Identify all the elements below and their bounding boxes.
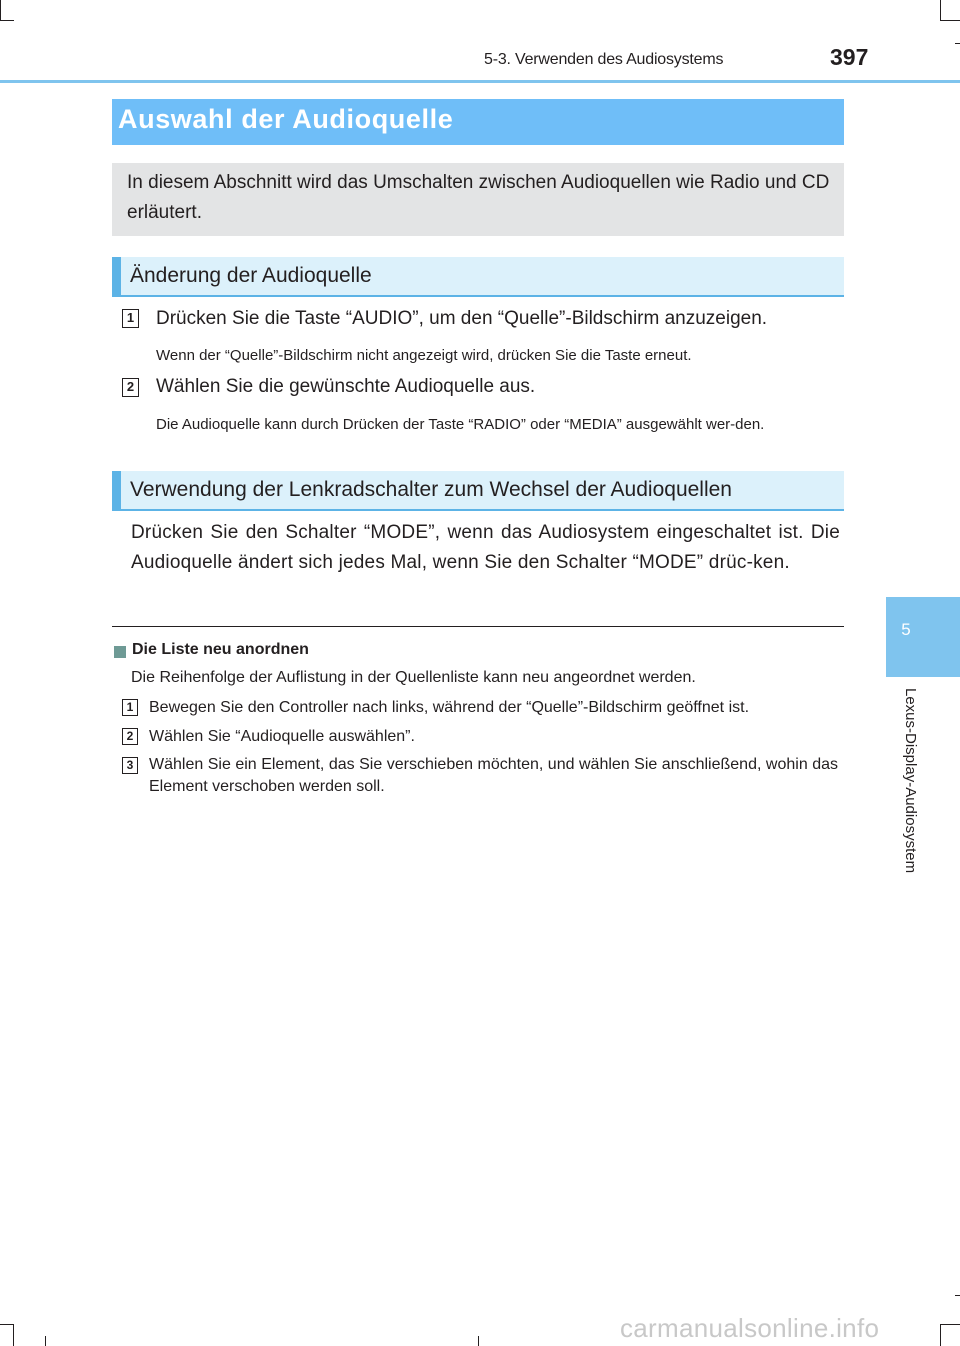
step-badge: 3 <box>122 757 138 774</box>
subheading-change-source: Änderung der Audioquelle <box>130 264 372 287</box>
header-rule <box>0 80 960 83</box>
chapter-number: 5 <box>901 620 911 639</box>
crop-mark <box>940 20 960 21</box>
crop-mark <box>955 43 960 44</box>
crop-mark <box>940 1324 960 1325</box>
step-badge: 2 <box>122 378 139 397</box>
step-badge: 1 <box>122 699 138 716</box>
running-head: 5-3. Verwenden des Audiosystems <box>484 51 724 68</box>
divider <box>112 626 844 627</box>
crop-mark <box>0 0 1 20</box>
intro-text: In diesem Abschnitt wird das Umschalten zwischen Audioquellen wie Radio und CD erläutert. <box>127 172 830 223</box>
step-note: Wenn der “Quelle”-Bildschirm nicht angezeigt wird, drücken Sie die Taste erneut. <box>156 347 692 364</box>
list-description: Die Reihenfolge der Auflistung in der Quellenliste kann neu angeordnet werden. <box>131 669 696 686</box>
step-badge: 1 <box>122 309 139 328</box>
subheading-steering-switch: Verwendung der Lenkradschalter zum Wechsel der Audioquellen <box>130 478 732 501</box>
chapter-title: Lexus-Display-Audiosystem <box>902 688 919 874</box>
watermark: carmanualsonline.info <box>620 1313 880 1343</box>
steering-switch-paragraph: Drücken Sie den Schalter “MODE”, wenn das Audiosystem eingeschaltet ist. Die Audioquelle ändert sich jedes Mal, wenn Sie den Schalter “MODE” drüc-ken. <box>131 522 840 573</box>
reorder-step: Bewegen Sie den Controller nach links, während der “Quelle”-Bildschirm geöffnet ist. <box>149 699 750 716</box>
step-badge: 2 <box>122 728 138 745</box>
crop-mark <box>940 0 941 20</box>
crop-mark <box>940 1324 941 1346</box>
step-note: Die Audioquelle kann durch Drücken der Taste “RADIO” oder “MEDIA” ausgewählt wer-den. <box>156 416 765 433</box>
page-number: 397 <box>830 44 869 70</box>
step-text: Wählen Sie die gewünschte Audioquelle aus. <box>156 376 536 397</box>
crop-mark <box>478 1336 479 1346</box>
reorder-step: Wählen Sie ein Element, das Sie verschieben möchten, und wählen Sie anschließend, wohin das Element verschoben werden soll. <box>149 756 838 795</box>
step-text: Drücken Sie die Taste “AUDIO”, um den “Quelle”-Bildschirm anzuzeigen. <box>156 308 768 329</box>
crop-mark <box>0 20 14 21</box>
subheading-accent <box>112 471 121 509</box>
crop-mark <box>0 1324 14 1325</box>
section-title: Auswahl der Audioquelle <box>118 104 454 134</box>
list-title: Die Liste neu anordnen <box>132 641 309 658</box>
square-bullet-icon <box>114 646 126 658</box>
reorder-step: Wählen Sie “Audioquelle auswählen”. <box>149 728 415 745</box>
crop-mark <box>13 1324 14 1346</box>
crop-mark <box>45 1336 46 1346</box>
subheading-accent <box>112 257 121 295</box>
crop-mark <box>955 1295 960 1296</box>
